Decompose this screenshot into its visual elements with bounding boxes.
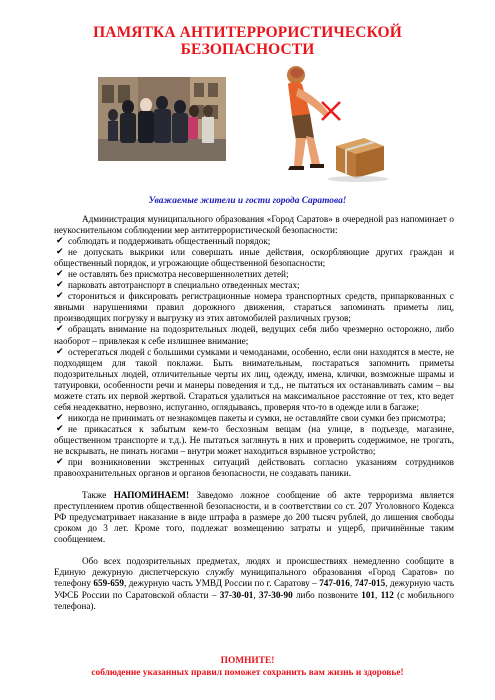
checkmark-icon: ✔: [56, 324, 64, 335]
checkmark-icon: ✔: [56, 457, 64, 468]
spacer: [54, 545, 454, 556]
warning-paragraph: Также НАПОМИНАЕМ! Заведомо ложное сообщение об акте терроризма является преступлением против общественной безопасности, и в соответствии со ст. 207 Уголовного Кодекса РФ предусматривает наказание в виде штрафа в размере до 200 тысяч рублей, до лишения свободы сроком до 3 лет. Кроме того, подлежат возмещению затраты и ущерб, причинённые таким сообщением.: [54, 490, 454, 545]
list-item: ✔ обращать внимание на подозрительных людей, ведущих себя либо чрезмерно осторожно, либо наоборот – привлекая к себе излишнее внимание;: [54, 324, 454, 346]
report-paragraph: Обо всех подозрительных предметах, людях и происшествиях немедленно сообщите в Единую дежурную диспетчерскую службу муниципального образования «Город Саратов» по телефону 659-659, дежурную часть УМВД России по г. Саратову – 747-016, 747-015, дежурную часть УФСБ России по Саратовской области – 37-30-01, 37-30-90 либо позвоните 101, 112 (с мобильного телефона).: [54, 556, 455, 611]
page-title-line-2: БЕЗОПАСНОСТИ: [180, 41, 315, 58]
phone-ufsb-2: 37-30-90: [258, 589, 293, 600]
page-title: [60, 24, 435, 58]
checkmark-icon: ✔: [56, 423, 64, 434]
suspicious-package-illustration: [272, 66, 400, 182]
phone-edds: 659-659: [93, 578, 124, 589]
remember-text: соблюдение указанных правил поможет сохранить вам жизнь и здоровье!: [91, 668, 404, 678]
checkmark-icon: ✔: [56, 346, 64, 357]
list-item: ✔ сторониться и фиксировать регистрационные номера транспортных средств, припаркованных с явными нарушениями правил дорожного движения, стараться запоминать приметы лиц, производящих погрузку и выгрузку из этих автомобилей различных грузов;: [54, 291, 454, 324]
list-item: ✔ соблюдать и поддерживать общественный порядок;: [56, 236, 271, 247]
phone-101: 101: [361, 589, 376, 600]
phone-umvd-2: 747-015: [354, 578, 386, 589]
checkmark-icon: ✔: [56, 236, 64, 247]
phone-ufsb-1: 37-30-01: [219, 589, 254, 600]
list-item: ✔ не прикасаться к забытым кем-то бесхозным вещам (на улице, в подъезде, магазине, общественном транспорте и т.д.). Не пытаться заглянуть в них и проверить содержимое, не трогать, не вскрывать, не пинать ногами – внутри может находиться взрывное устройство;: [54, 423, 454, 456]
list-item: ✔ не допускать выкрики или совершать иные действия, оскорбляющие других граждан и общественный порядок, и угрожающие общественной безопасности;: [54, 247, 454, 269]
person-with-package-icon: [272, 66, 400, 182]
warning-emphasis: НАПОМИНАЕМ!: [113, 490, 190, 501]
checkmark-icon: ✔: [56, 247, 64, 258]
list-item: ✔ остерегаться людей с большими сумками и чемоданами, особенно, если они находятся в месте, не подходящем для такой поклажи. Быть внимательным, постараться запомнить приметы подозрительных людей, отличительные черты их лиц, одежду, имена, клички, возможные шрамы и татуировки, особенности речи и манеры поведения и т.д., не пытаться их останавливать самим – вы можете стать их первой жертвой. Стараться удалиться на максимальное расстояние от тех, кто ведет себя неадекватно, нервозно, испуганно, оглядываясь, проверяя что-то в одежде или в багаже;: [54, 346, 454, 412]
phone-umvd-1: 747-016: [319, 578, 350, 589]
intro-paragraph: Администрация муниципального образования «Город Саратов» в очередной раз напоминает о неукоснительном соблюдении мер антитеррористической безопасности:: [54, 214, 454, 236]
checkmark-icon: ✔: [56, 412, 64, 423]
police-photo: [98, 77, 226, 161]
list-item: ✔ парковать автотранспорт в специально отведенных местах;: [56, 280, 300, 291]
memo-body: [54, 214, 454, 612]
spacer: [54, 479, 454, 490]
greeting-heading: Уважаемые жители и гости города Саратова!: [148, 196, 347, 206]
list-item: ✔ при возникновении экстренных ситуаций действовать согласно указаниям сотрудников правоохранительных органов и органов безопасности, не создавать паники.: [54, 457, 454, 479]
remember-heading: ПОМНИТЕ!: [220, 656, 275, 666]
checkmark-icon: ✔: [56, 280, 64, 291]
checkmark-icon: ✔: [56, 269, 64, 280]
checkmark-icon: ✔: [56, 291, 64, 302]
police-photo-image: [98, 77, 226, 161]
phone-112: 112: [380, 589, 394, 600]
list-item: ✔ не оставлять без присмотра несовершеннолетних детей;: [56, 269, 289, 280]
list-item: ✔ никогда не принимать от незнакомцев пакеты и сумки, не оставляйте свои сумки без присмотра;: [56, 412, 446, 423]
page-title-line-1: ПАМЯТКА АНТИТЕРРОРИСТИЧЕСКОЙ: [93, 24, 402, 41]
